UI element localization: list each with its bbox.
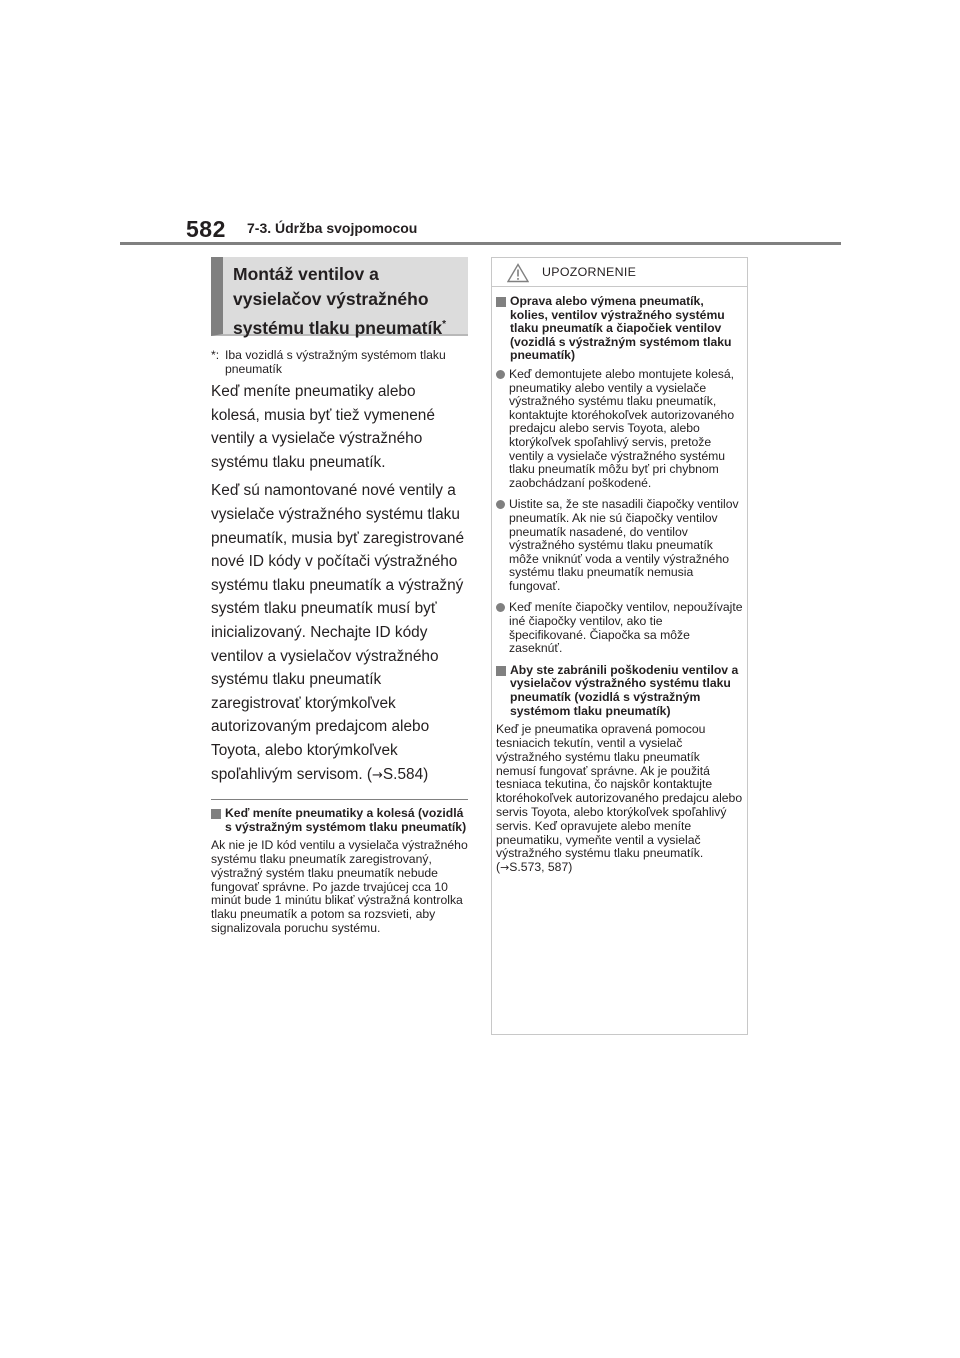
warning-heading-1 [496,295,743,363]
warning-heading-2-text: Aby ste zabránili poškodeniu ventilov a vysielačov výstražného systému tlaku pneumatík (vozidlá s výstražným systémom tlaku pneumatík) [510,662,739,718]
warning-list-item-text: Keď meníte čiapočky ventilov, nepoužívajte iné čiapočky ventilov, ako tie špecifikované. Čiapočka sa môže zaseknúť. [509,600,743,656]
paragraph-2-text: Keď sú namontované nové ventily a vysielače výstražného systému tlaku pneumatík, musia byť zaregistrované nové ID kódy v počítači výstražného systému tlaku pneumatík a výstražný systém tlaku pneumatík musí byť inicializovaný. Nechajte ID kódy ventilov a vysielačov výstražného systému tlaku pneumatík zaregistrovať ktorýmkoľvek autorizovaným predajcom alebo Toyota, alebo ktorýmkoľvek spoľahlivým servisom. ( [211,482,464,783]
footnote [211,349,468,376]
warning-box [491,257,748,1035]
subsection-text: Ak nie je ID kód ventilu a vysielača výstražného systému tlaku pneumatík zaregistrovaný, výstražný systém tlaku pneumatík nebude fungovať správne. Po jazde trvajúcej cca 10 minút bude 1 minútu blikať výstražná kontrolka tlaku pneumatík a potom sa rozsvieti, aby signalizovala poruchu systému. [211,838,468,936]
warning-list-item-text: Keď demontujete alebo montujete kolesá, pneumatiky alebo ventily a vysielače výstražného systému tlaku pneumatík, kontaktujte ktoréhokoľvek autorizovaného predajcu alebo servis Toyota, alebo ktorýkoľvek spoľahlivý servis, pretože ventily a vysielače výstražného systému tlaku pneumatík môžu byť pri chybnom zaobchádzaní poškodené. [509,366,735,490]
page-reference[interactable]: S.584) [382,765,429,783]
warning-content [492,287,747,875]
subsection-heading-text: Keď meníte pneumatiky a kolesá (vozidlá s výstražným systémom tlaku pneumatík) [225,806,467,834]
warning-list-item-text: Uistite sa, že ste nasadili čiapočky ventilov pneumatík. Ak nie sú čiapočky ventilov pneumatík nasadené, do ventilov výstražného systému tlaku pneumatík môže vniknúť voda a ventily výstražného systému tlaku pneumatík nemusia fungovať. [509,497,739,593]
page-number: 582 [186,216,226,242]
subsection-rule [211,799,468,800]
paragraph-1: Keď meníte pneumatiky alebo kolesá, musia byť tiež vymenené ventily a vysielače výstražného systému tlaku pneumatík. [211,383,435,471]
warning-list-item [496,498,743,593]
section-title-mark: * [442,319,447,330]
footnote-mark: *: [211,348,220,362]
warning-heading-1-text: Oprava alebo výmena pneumatík, kolies, ventilov výstražného systému tlaku pneumatík a čiapočiek ventilov (vozidlá s výstražným systémom tlaku pneumatík) [510,294,732,363]
section-title-box [211,257,468,336]
warning-list-item [496,601,743,655]
header-rule [120,242,841,245]
section-title [233,262,462,341]
warning-text [496,723,743,875]
warning-heading-2 [496,664,743,718]
subsection-heading [211,807,468,834]
arrow-icon: → [500,861,510,875]
left-column [211,257,468,936]
paragraph-2 [211,479,468,787]
warning-list-item [496,368,743,490]
warning-header [492,258,747,287]
circle-bullet-icon [496,603,505,612]
warning-triangle-icon [507,263,529,283]
warning-text-main: Keď je pneumatika opravená pomocou tesniacich tekutín, ventil a vysielač výstražného systému tlaku pneumatík nemusí fungovať správne. Ak je použitá tesniaca tekutina, čo najskôr kontaktujte ktoréhokoľvek autorizovaného predajcu alebo servis Toyota, alebo ktorýkoľvek spoľahlivý servis. Keď opravujete alebo meníte pneumatiku, vymeňte ventil a vysielač výstražného systému tlaku pneumatík. ( [496,722,743,875]
square-bullet-icon [496,297,506,307]
page-reference[interactable]: S.573, 587) [509,860,573,875]
footnote-text: Iba vozidlá s výstražným systémom tlaku pneumatík [225,348,446,376]
square-bullet-icon [211,809,221,819]
warning-label: UPOZORNENIE [542,265,637,279]
chapter-title: 7-3. Údržba svojpomocou [247,220,418,236]
arrow-icon: → [372,767,383,783]
square-bullet-icon [496,666,506,676]
circle-bullet-icon [496,370,505,379]
circle-bullet-icon [496,500,505,509]
section-title-text: Montáž ventilov a vysielačov výstražného systému tlaku pneumatík [233,264,443,338]
